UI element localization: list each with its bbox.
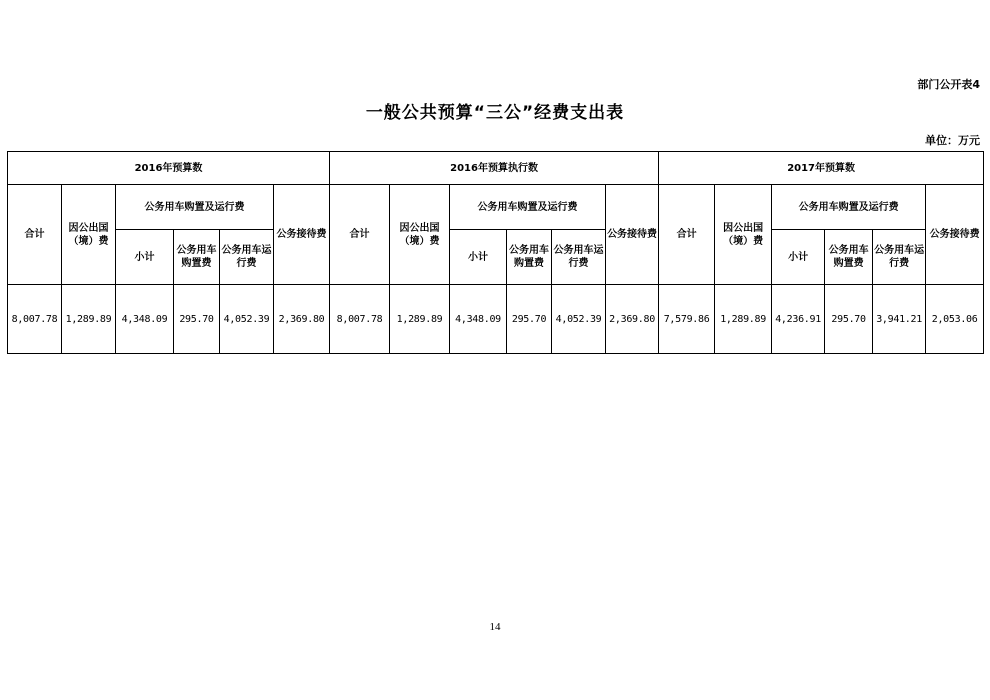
- subtotal-value: 4,348.09: [450, 285, 507, 354]
- reception-header: 公务接待费: [274, 185, 330, 285]
- subtotal-header: 小计: [450, 230, 507, 285]
- page-number: 14: [489, 621, 501, 633]
- operation-value: 3,941.21: [873, 285, 926, 354]
- purchase-value: 295.70: [507, 285, 552, 354]
- operation-header: 公务用车运行费: [873, 230, 926, 285]
- total-value: 8,007.78: [8, 285, 62, 354]
- total-header: 合计: [330, 185, 390, 285]
- vehicle-header: 公务用车购置及运行费: [116, 185, 274, 230]
- operation-value: 4,052.39: [552, 285, 606, 354]
- reception-value: 2,369.80: [606, 285, 659, 354]
- operation-header: 公务用车运行费: [220, 230, 274, 285]
- purchase-value: 295.70: [825, 285, 873, 354]
- subtotal-header: 小计: [772, 230, 825, 285]
- reception-header: 公务接待费: [606, 185, 659, 285]
- vehicle-header: 公务用车购置及运行费: [772, 185, 926, 230]
- subtotal-value: 4,348.09: [116, 285, 174, 354]
- unit-label: 单位：万元: [925, 134, 980, 147]
- abroad-value: 1,289.89: [390, 285, 450, 354]
- purchase-header: 公务用车购置费: [507, 230, 552, 285]
- data-row: [8, 285, 984, 354]
- abroad-value: 1,289.89: [715, 285, 772, 354]
- purchase-header: 公务用车购置费: [174, 230, 220, 285]
- reception-value: 2,369.80: [274, 285, 330, 354]
- abroad-header: 因公出国（境）费: [390, 185, 450, 285]
- three-public-expense-table: [7, 151, 984, 354]
- group-header-row: [8, 152, 984, 185]
- operation-value: 4,052.39: [220, 285, 274, 354]
- total-value: 8,007.78: [330, 285, 390, 354]
- abroad-value: 1,289.89: [62, 285, 116, 354]
- vehicle-header: 公务用车购置及运行费: [450, 185, 606, 230]
- group-2017-budget-header: 2017年预算数: [659, 152, 984, 185]
- reception-header: 公务接待费: [926, 185, 984, 285]
- page-title: 一般公共预算“三公”经费支出表: [365, 103, 625, 123]
- subtotal-value: 4,236.91: [772, 285, 825, 354]
- form-number: 部门公开表4: [917, 78, 980, 91]
- abroad-header: 因公出国（境）费: [715, 185, 772, 285]
- purchase-header: 公务用车购置费: [825, 230, 873, 285]
- subtotal-header: 小计: [116, 230, 174, 285]
- operation-header: 公务用车运行费: [552, 230, 606, 285]
- column-header-row: [8, 185, 984, 230]
- total-header: 合计: [659, 185, 715, 285]
- group-2016-execution-header: 2016年预算执行数: [330, 152, 659, 185]
- sub-header-row: [8, 230, 984, 285]
- reception-value: 2,053.06: [926, 285, 984, 354]
- total-header: 合计: [8, 185, 62, 285]
- group-2016-budget-header: 2016年预算数: [8, 152, 330, 185]
- abroad-header: 因公出国（境）费: [62, 185, 116, 285]
- purchase-value: 295.70: [174, 285, 220, 354]
- total-value: 7,579.86: [659, 285, 715, 354]
